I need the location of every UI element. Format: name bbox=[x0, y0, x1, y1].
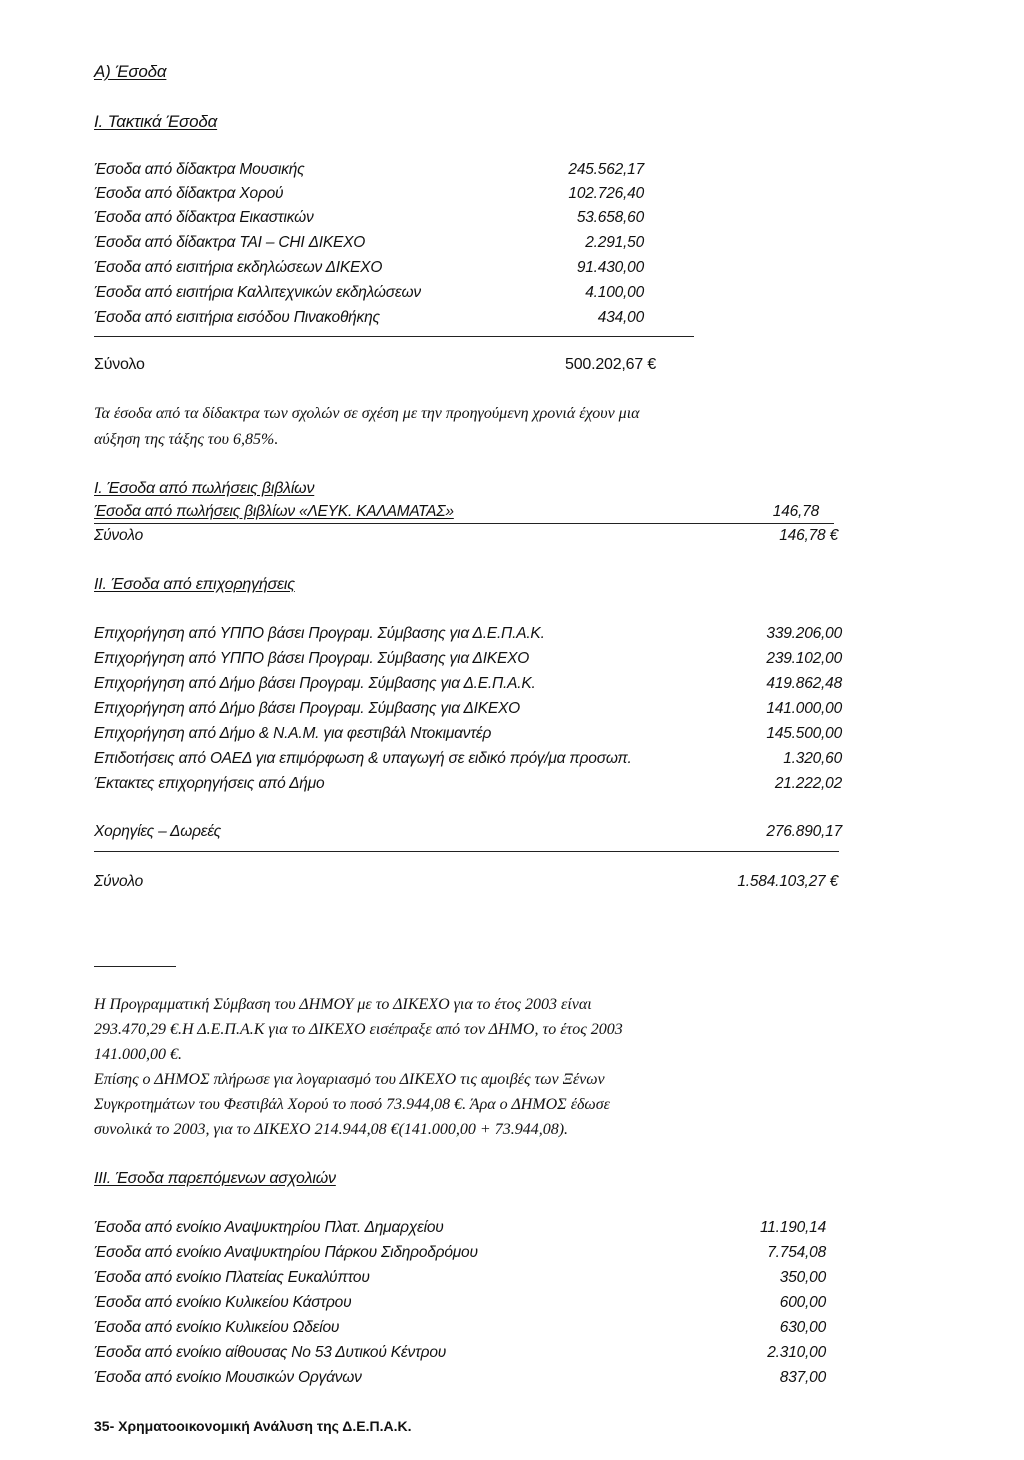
regular-row-value: 434,00 bbox=[597, 309, 644, 326]
regular-note-line: αύξηση της τάξης του 6,85%. bbox=[94, 431, 279, 448]
secondary-row-value: 600,00 bbox=[779, 1294, 826, 1311]
secondary-row-label: Έσοδα από ενοίκιο Αναψυκτηρίου Πάρκου Σιδηροδρόμου bbox=[94, 1244, 478, 1261]
secondary-row-label: Έσοδα από ενοίκιο Κυλικείου Κάστρου bbox=[94, 1294, 352, 1311]
section-i-heading: Ι. Τακτικά Έσοδα bbox=[94, 112, 218, 131]
grants-row-value: 339.206,00 bbox=[766, 625, 842, 642]
grants-row-label: Επιχορήγηση από Δήμο βάσει Προγραμ. Σύμβασης για ΔΙΚΕΧΟ bbox=[94, 700, 521, 717]
grants-heading: ΙΙ. Έσοδα από επιχορηγήσεις bbox=[94, 576, 295, 593]
grants-row-value: 419.862,48 bbox=[766, 675, 842, 692]
divider bbox=[94, 336, 694, 337]
regular-row-label: Έσοδα από εισιτήρια εισόδου Πινακοθήκης bbox=[94, 309, 380, 326]
regular-row-label: Έσοδα από δίδακτρα Εικαστικών bbox=[94, 209, 314, 226]
sponsorship-label: Χορηγίες – Δωρεές bbox=[94, 823, 221, 840]
secondary-row-label: Έσοδα από ενοίκιο αίθουσας Νο 53 Δυτικού Κέντρου bbox=[94, 1344, 447, 1361]
sponsorship-value: 276.890,17 bbox=[766, 823, 842, 840]
regular-total-value: 500.202,67 € bbox=[565, 356, 657, 373]
grants-row-value: 21.222,02 bbox=[774, 775, 842, 792]
regular-total-label: Σύνολο bbox=[94, 356, 145, 373]
secondary-row-value: 7.754,08 bbox=[767, 1244, 826, 1261]
footnote-line: 141.000,00 €. bbox=[94, 1046, 182, 1063]
grants-row-label: Επιχορήγηση από ΥΠΠΟ βάσει Προγραμ. Σύμβασης για ΔΙΚΕΧΟ bbox=[94, 650, 530, 667]
secondary-row-value: 11.190,14 bbox=[759, 1219, 826, 1236]
secondary-row-label: Έσοδα από ενοίκιο Αναψυκτηρίου Πλατ. Δημαρχείου bbox=[94, 1219, 444, 1236]
grants-total-value: 1.584.103,27 € bbox=[737, 873, 838, 890]
regular-row-label: Έσοδα από δίδακτρα Χορού bbox=[94, 185, 284, 202]
grants-row-value: 145.500,00 bbox=[766, 725, 842, 742]
secondary-row-label: Έσοδα από ενοίκιο Κυλικείου Ωδείου bbox=[94, 1319, 340, 1336]
secondary-row-value: 350,00 bbox=[779, 1269, 826, 1286]
regular-row-value: 245.562,17 bbox=[568, 161, 644, 178]
footnote-line: Η Προγραμματική Σύμβαση του ΔΗΜΟΥ με το ΔΙΚΕΧΟ για το έτος 2003 είναι bbox=[94, 996, 592, 1013]
grants-row-value: 239.102,00 bbox=[766, 650, 842, 667]
books-total-label: Σύνολο bbox=[94, 527, 144, 544]
footnote-line: Συγκροτημάτων του Φεστιβάλ Χορού το ποσό 73.944,08 €. Άρα ο ΔΗΜΟΣ έδωσε bbox=[94, 1096, 610, 1113]
regular-row-value: 91.430,00 bbox=[576, 259, 644, 276]
page-footer: 35- Χρηματοοικονομική Ανάλυση της Δ.Ε.Π.Α.Κ. bbox=[94, 1418, 412, 1434]
books-row-value: 146,78 bbox=[772, 503, 819, 520]
secondary-row-label: Έσοδα από ενοίκιο Μουσικών Οργάνων bbox=[94, 1369, 362, 1386]
grants-row-value: 1.320,60 bbox=[783, 750, 842, 767]
regular-note-line: Τα έσοδα από τα δίδακτρα των σχολών σε σχέση με την προηγούμενη χρονιά έχουν μια bbox=[94, 405, 640, 422]
regular-row-value: 2.291,50 bbox=[585, 234, 644, 251]
secondary-row-value: 630,00 bbox=[779, 1319, 826, 1336]
regular-row-label: Έσοδα από δίδακτρα ΤΑΙ – CHI ΔΙΚΕΧΟ bbox=[94, 234, 366, 251]
regular-row-value: 102.726,40 bbox=[568, 185, 644, 202]
grants-row-value: 141.000,00 bbox=[766, 700, 842, 717]
footnote-line: 293.470,29 €.Η Δ.Ε.Π.Α.Κ για το ΔΙΚΕΧΟ εισέπραξε από τον ΔΗΜΟ, το έτος 2003 bbox=[94, 1021, 623, 1038]
regular-row-value: 4.100,00 bbox=[585, 284, 644, 301]
divider bbox=[94, 523, 834, 524]
grants-row-label: Επιχορήγηση από Δήμο βάσει Προγραμ. Σύμβασης για Δ.Ε.Π.Α.Κ. bbox=[94, 675, 536, 692]
secondary-heading: ΙΙΙ. Έσοδα παρεπόμενων ασχολιών bbox=[94, 1170, 336, 1187]
secondary-row-value: 2.310,00 bbox=[767, 1344, 826, 1361]
regular-row-label: Έσοδα από εισιτήρια εκδηλώσεων ΔΙΚΕΧΟ bbox=[94, 259, 383, 276]
footnote-line: Επίσης ο ΔΗΜΟΣ πλήρωσε για λογαριασμό του ΔΙΚΕΧΟ τις αμοιβές των Ξένων bbox=[94, 1071, 605, 1088]
grants-row-label: Έκτακτες επιχορηγήσεις από Δήμο bbox=[94, 775, 325, 792]
footnote-separator bbox=[94, 966, 176, 967]
secondary-row-label: Έσοδα από ενοίκιο Πλατείας Ευκαλύπτου bbox=[94, 1269, 370, 1286]
books-row-label: Έσοδα από πωλήσεις βιβλίων «ΛΕΥΚ. ΚΑΛΑΜΑΤΑΣ» bbox=[94, 503, 454, 520]
footnote-line: συνολικά το 2003, για το ΔΙΚΕΧΟ 214.944,08 €(141.000,00 + 73.944,08). bbox=[94, 1121, 569, 1138]
grants-row-label: Επιχορήγηση από ΥΠΠΟ βάσει Προγραμ. Σύμβασης για Δ.Ε.Π.Α.Κ. bbox=[94, 625, 545, 642]
secondary-row-value: 837,00 bbox=[779, 1369, 826, 1386]
divider bbox=[94, 851, 839, 852]
section-a-heading: Α) Έσοδα bbox=[94, 62, 167, 81]
books-total-value: 146,78 € bbox=[779, 527, 838, 544]
grants-row-label: Επιδοτήσεις από ΟΑΕΔ για επιμόρφωση & υπαγωγή σε ειδικό πρόγ/μα προσωπ. bbox=[94, 750, 632, 767]
grants-total-label: Σύνολο bbox=[94, 873, 144, 890]
grants-row-label: Επιχορήγηση από Δήμο & Ν.Α.Μ. για φεστιβάλ Ντοκιμαντέρ bbox=[94, 725, 492, 742]
regular-row-label: Έσοδα από εισιτήρια Καλλιτεχνικών εκδηλώσεων bbox=[94, 284, 421, 301]
regular-row-label: Έσοδα από δίδακτρα Μουσικής bbox=[94, 161, 305, 178]
books-heading: Ι. Έσοδα από πωλήσεις βιβλίων bbox=[94, 480, 315, 497]
regular-row-value: 53.658,60 bbox=[576, 209, 644, 226]
